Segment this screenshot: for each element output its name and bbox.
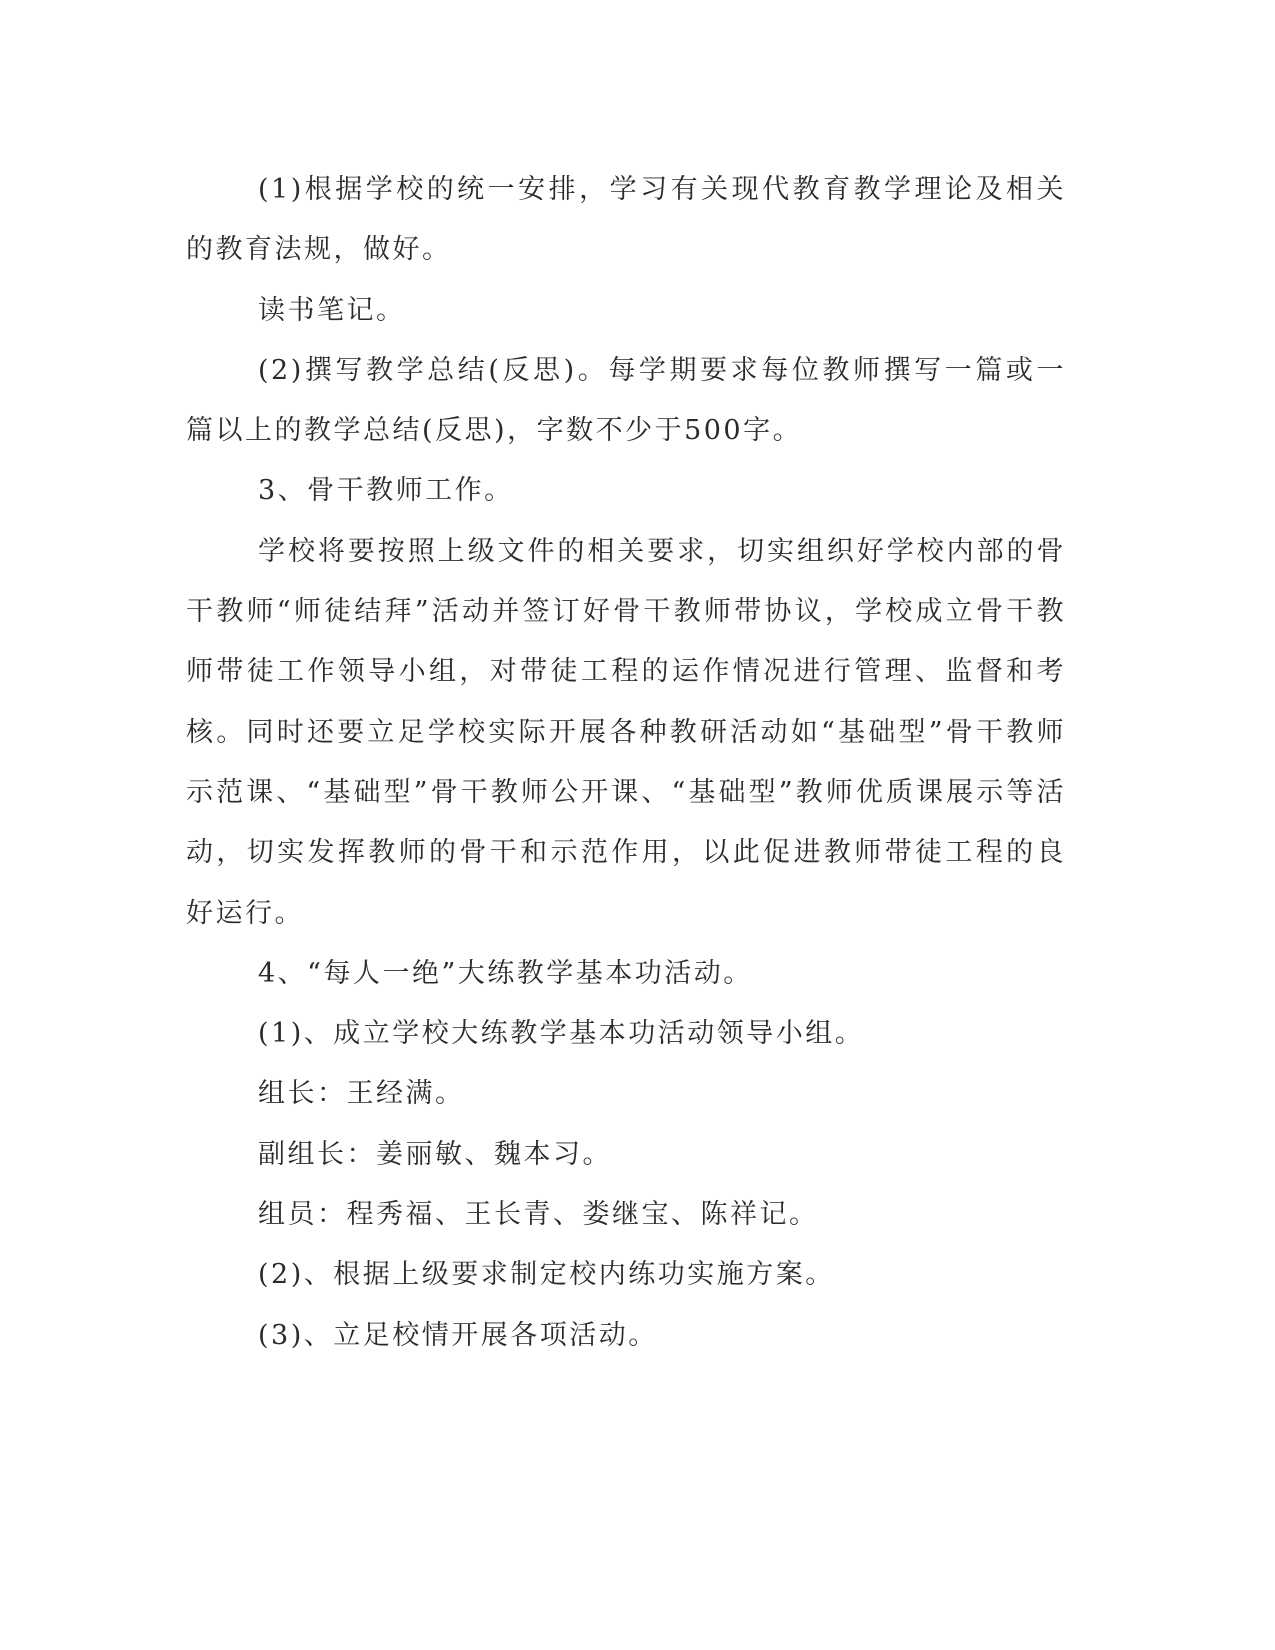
paragraph-11: (2)、根据上级要求制定校内练功实施方案。 <box>258 1259 835 1291</box>
paragraph-1: (1)根据学校的统一安排，学习有关现代教育教学理论及相关的教育法规，做好。 <box>186 174 1066 266</box>
document-body <box>186 160 1066 1366</box>
section-heading-4: 4、“每人一绝”大练教学基本功活动。 <box>258 957 753 989</box>
paragraph-2: 读书笔记。 <box>258 294 406 326</box>
paragraph-7: (1)、成立学校大练教学基本功活动领导小组。 <box>258 1018 865 1050</box>
paragraph-9: 副组长：姜丽敏、魏本习。 <box>258 1138 612 1170</box>
paragraph-3: (2)撰写教学总结(反思)。每学期要求每位教师撰写一篇或一篇以上的教学总结(反思)，字数不少于500字。 <box>186 354 1066 447</box>
paragraph-12: (3)、立足校情开展各项活动。 <box>258 1319 658 1351</box>
paragraph-8: 组长：王经满。 <box>258 1078 465 1110</box>
paragraph-10: 组员：程秀福、王长青、娄继宝、陈祥记。 <box>258 1199 819 1231</box>
section-heading-3: 3、骨干教师工作。 <box>258 475 514 507</box>
paragraph-5: 学校将要按照上级文件的相关要求，切实组织好学校内部的骨干教师“师徒结拜”活动并签订好骨干教师带协议，学校成立骨干教师带徒工作领导小组，对带徒工程的运作情况进行管理、监督和考核。同时还要立足学校实际开展各种教研活动如“基础型”骨干教师示范课、“基础型”骨干教师公开课、“基础型”教师优质课展示等活动，切实发挥教师的骨干和示范作用，以此促进教师带徒工程的良好运行。 <box>186 535 1066 929</box>
